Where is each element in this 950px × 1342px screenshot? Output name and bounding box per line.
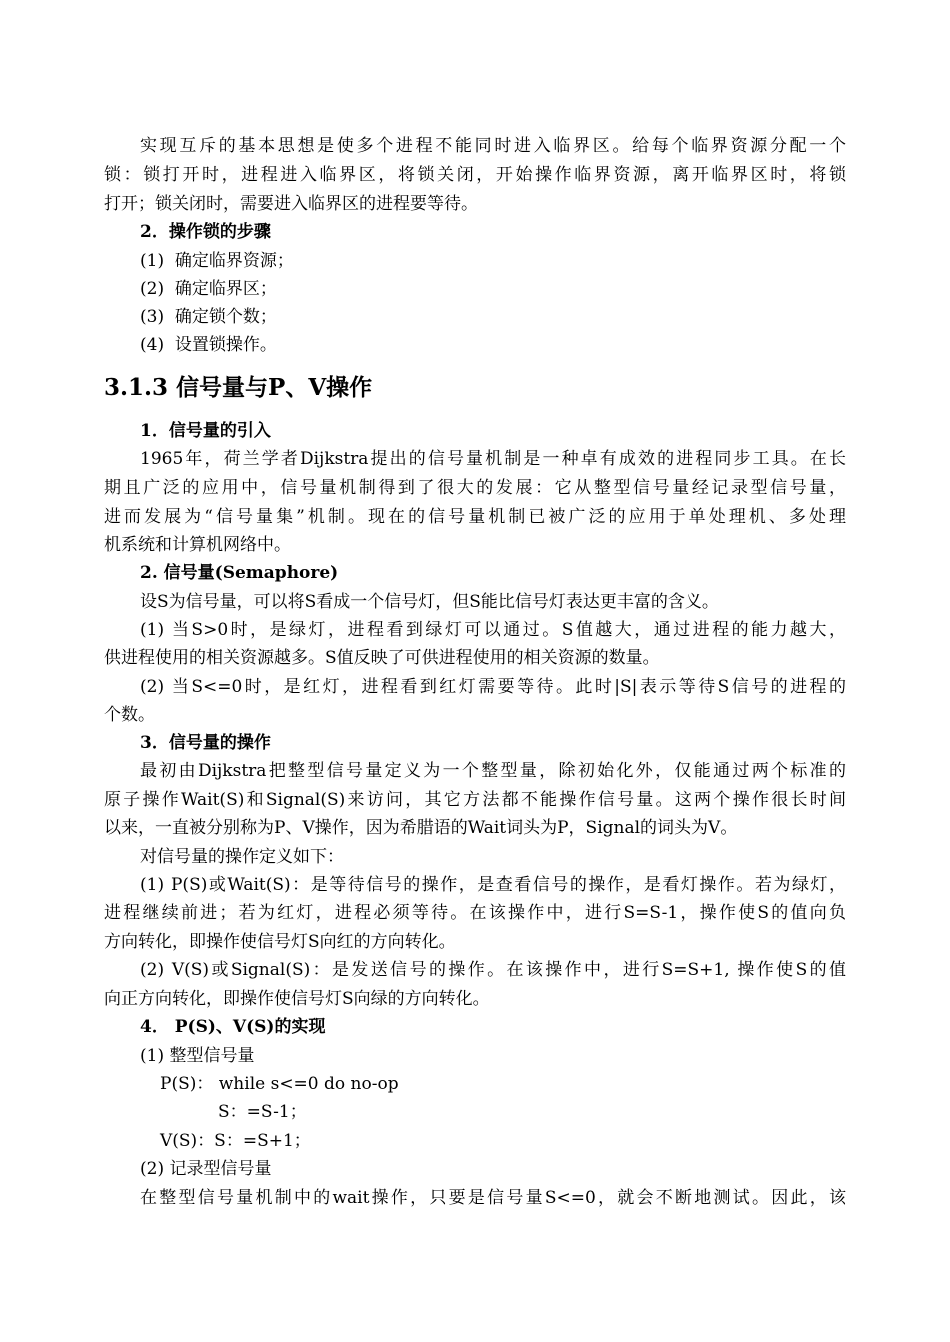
list-item [140, 335, 277, 355]
s3-heading: 3．信号量的操作 [140, 733, 271, 753]
s1-line-1: 1965年，荷兰学者Dijkstra提出的信号量机制是一种卓有成效的进程同步工具。在长 [140, 449, 846, 469]
intro-line-1: 实现互斥的基本思想是使多个进程不能同时进入临界区。给每个临界资源分配一个 [140, 136, 846, 156]
list-item-text: 设置锁操作。 [174, 335, 277, 355]
s3-line-4: 对信号量的操作定义如下： [140, 847, 344, 867]
s2-p2-line-2: 个数。 [104, 705, 155, 725]
s4-sub-1: (1) 整型信号量 [140, 1046, 255, 1066]
s3-p1-line-3: 方向转化，即操作使信号灯S向红的方向转化。 [104, 932, 456, 952]
code-line-v: V(S)：S：=S+1； [160, 1131, 311, 1151]
code-line-p: P(S)： while s<=0 do no-op [160, 1074, 399, 1094]
s3-line-2: 原子操作Wait(S)和Signal(S)来访问，其它方法都不能操作信号量。这两个操作很长时间 [104, 790, 846, 810]
s2-p1-line-2: 供进程使用的相关资源越多。S值反映了可供进程使用的相关资源的数量。 [104, 648, 660, 668]
s2-p2-line-1: (2) 当S<=0时，是红灯，进程看到红灯需要等待。此时|S|表示等待S信号的进程的 [140, 677, 846, 697]
s2-heading: 2. 信号量(Semaphore) [140, 563, 339, 583]
s1-heading: 1．信号量的引入 [140, 421, 271, 441]
s1-line-2: 期且广泛的应用中，信号量机制得到了很大的发展：它从整型信号量经记录型信号量， [104, 478, 846, 498]
s2-p1-line-1: (1) 当S>0时，是绿灯，进程看到绿灯可以通过。S值越大，通过进程的能力越大， [140, 620, 846, 640]
list-item [140, 279, 277, 299]
s3-p1-line-1: (1) P(S)或Wait(S)：是等待信号的操作，是查看信号的操作，是看灯操作。若为绿灯， [140, 875, 846, 895]
s3-p2-line-2: 向正方向转化，即操作使信号灯S向绿的方向转化。 [104, 989, 490, 1009]
list-item-text: 确定临界区； [174, 279, 277, 299]
s3-p2-line-1: (2) V(S)或Signal(S)：是发送信号的操作。在该操作中，进行S=S+1, 操作使S的值 [140, 960, 846, 980]
s2-line-1: 设S为信号量，可以将S看成一个信号灯，但S能比信号灯表达更丰富的含义。 [140, 592, 719, 612]
list-item-number: (4) [140, 335, 165, 355]
lock-steps-heading: 2．操作锁的步骤 [140, 222, 271, 242]
intro-line-2: 锁：锁打开时，进程进入临界区，将锁关闭，开始操作临界资源，离开临界区时，将锁 [104, 165, 846, 185]
s4-last-line: 在整型信号量机制中的wait操作，只要是信号量S<=0，就会不断地测试。因此，该 [140, 1188, 846, 1208]
list-item [140, 251, 294, 271]
list-item-text: 确定临界资源； [174, 251, 294, 271]
s1-line-3: 进而发展为“信号量集”机制。现在的信号量机制已被广泛的应用于单处理机、多处理 [104, 507, 846, 527]
s3-line-3: 以来，一直被分别称为P、V操作，因为希腊语的Wait词头为P，Signal的词头为V。 [104, 818, 738, 838]
section-title: 3.1.3 信号量与P、V操作 [104, 374, 373, 401]
list-item-text: 确定锁个数； [174, 307, 277, 327]
list-item-number: (3) [140, 307, 165, 327]
s4-heading: 4． P(S)、V(S)的实现 [140, 1017, 326, 1037]
s4-sub-2: (2) 记录型信号量 [140, 1159, 272, 1179]
s1-line-4: 机系统和计算机网络中。 [104, 535, 291, 555]
s3-p1-line-2: 进程继续前进；若为红灯，进程必须等待。在该操作中，进行S=S-1，操作使S的值向负 [104, 903, 846, 923]
list-item [140, 307, 277, 327]
s3-line-1: 最初由Dijkstra把整型信号量定义为一个整型量，除初始化外，仅能通过两个标准的 [140, 761, 846, 781]
intro-line-3: 打开；锁关闭时，需要进入临界区的进程要等待。 [104, 194, 478, 214]
list-item-number: (2) [140, 279, 165, 299]
list-item-number: (1) [140, 251, 165, 271]
code-line-decrement: S：=S-1； [218, 1102, 307, 1122]
